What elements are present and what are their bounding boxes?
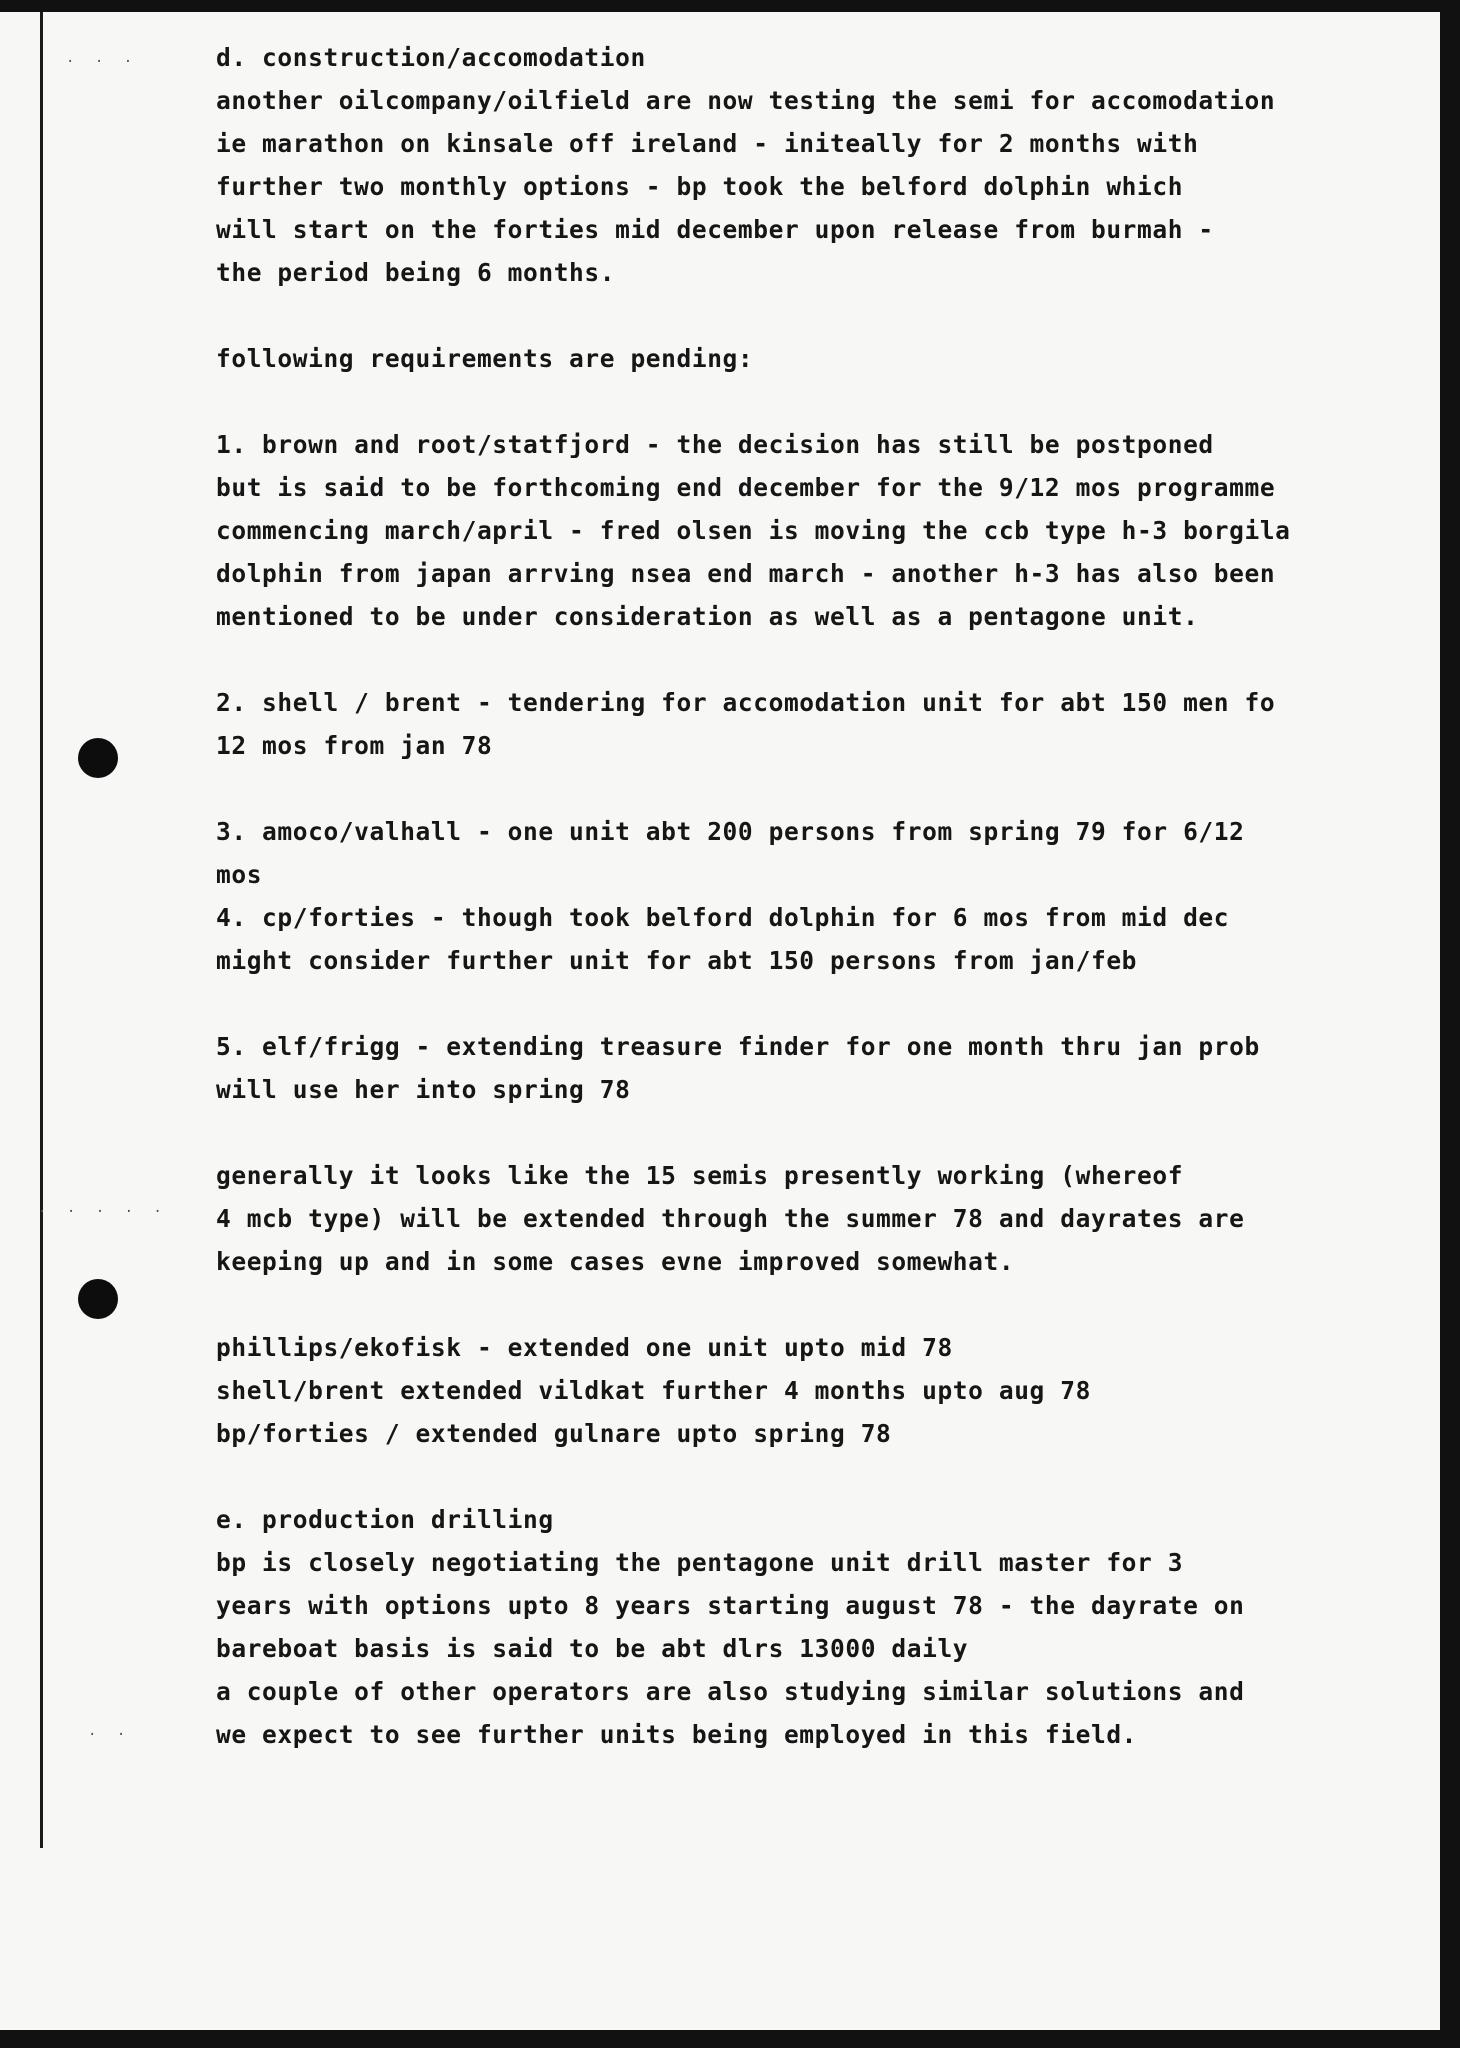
item-5-line: 5. elf/frigg - extending treasure finder for one month thru jan prob (216, 1032, 1260, 1061)
item-3-line: mos (216, 860, 263, 889)
paragraph-line: years with options upto 8 years starting august 78 - the dayrate on (216, 1591, 1245, 1620)
item-4-line: 4. cp/forties - though took belford dolphin for 6 mos from mid dec (216, 903, 1230, 932)
typed-memo (216, 36, 1426, 1756)
extension-line: shell/brent extended vildkat further 4 months upto aug 78 (216, 1376, 1091, 1405)
general-line: 4 mcb type) will be extended through the summer 78 and dayrates are (216, 1204, 1245, 1233)
item-2-line: 12 mos from jan 78 (216, 731, 493, 760)
punch-hole-bottom (78, 1279, 118, 1319)
item-2-line: 2. shell / brent - tendering for accomodation unit for abt 150 men fo (216, 688, 1276, 717)
paragraph-line: further two monthly options - bp took the belford dolphin which (216, 172, 1184, 201)
item-1-line: but is said to be forthcoming end december for the 9/12 mos programme (216, 473, 1276, 502)
document-page (0, 12, 1440, 2030)
extension-line: bp/forties / extended gulnare upto spring 78 (216, 1419, 892, 1448)
paragraph-line: ie marathon on kinsale off ireland - initeally for 2 months with (216, 129, 1199, 158)
general-line: generally it looks like the 15 semis presently working (whereof (216, 1161, 1184, 1190)
paragraph-line: bp is closely negotiating the pentagone unit drill master for 3 (216, 1548, 1184, 1577)
item-1-line: mentioned to be under consideration as well as a pentagone unit. (216, 602, 1199, 631)
general-line: keeping up and in some cases evne improved somewhat. (216, 1247, 1015, 1276)
section-e-heading: e. production drilling (216, 1505, 554, 1534)
item-1-line: 1. brown and root/statfjord - the decision has still be postponed (216, 430, 1214, 459)
section-d-heading: d. construction/accomodation (216, 43, 646, 72)
paragraph-line: bareboat basis is said to be abt dlrs 13000 daily (216, 1634, 969, 1663)
item-3-line: 3. amoco/valhall - one unit abt 200 persons from spring 79 for 6/12 (216, 817, 1245, 846)
item-1-line: dolphin from japan arrving nsea end march - another h-3 has also been (216, 559, 1276, 588)
item-5-line: will use her into spring 78 (216, 1075, 631, 1104)
scan-speck: · · · · · (38, 1204, 168, 1220)
punch-hole-top (78, 738, 118, 778)
paragraph-line: a couple of other operators are also studying similar solutions and (216, 1677, 1245, 1706)
extension-line: phillips/ekofisk - extended one unit upto mid 78 (216, 1333, 953, 1362)
scan-speck: · · (88, 1727, 132, 1743)
item-1-line: commencing march/april - fred olsen is moving the ccb type h-3 borgila (216, 516, 1291, 545)
scan-speck: · · · (66, 54, 139, 70)
paragraph-line: another oilcompany/oilfield are now testing the semi for accomodation (216, 86, 1276, 115)
item-4-line: might consider further unit for abt 150 persons from jan/feb (216, 946, 1138, 975)
paragraph-line: will start on the forties mid december upon release from burmah - (216, 215, 1214, 244)
paragraph-line: the period being 6 months. (216, 258, 616, 287)
margin-rule (40, 12, 43, 1848)
pending-heading: following requirements are pending: (216, 344, 754, 373)
paragraph-line: we expect to see further units being employed in this field. (216, 1720, 1138, 1749)
